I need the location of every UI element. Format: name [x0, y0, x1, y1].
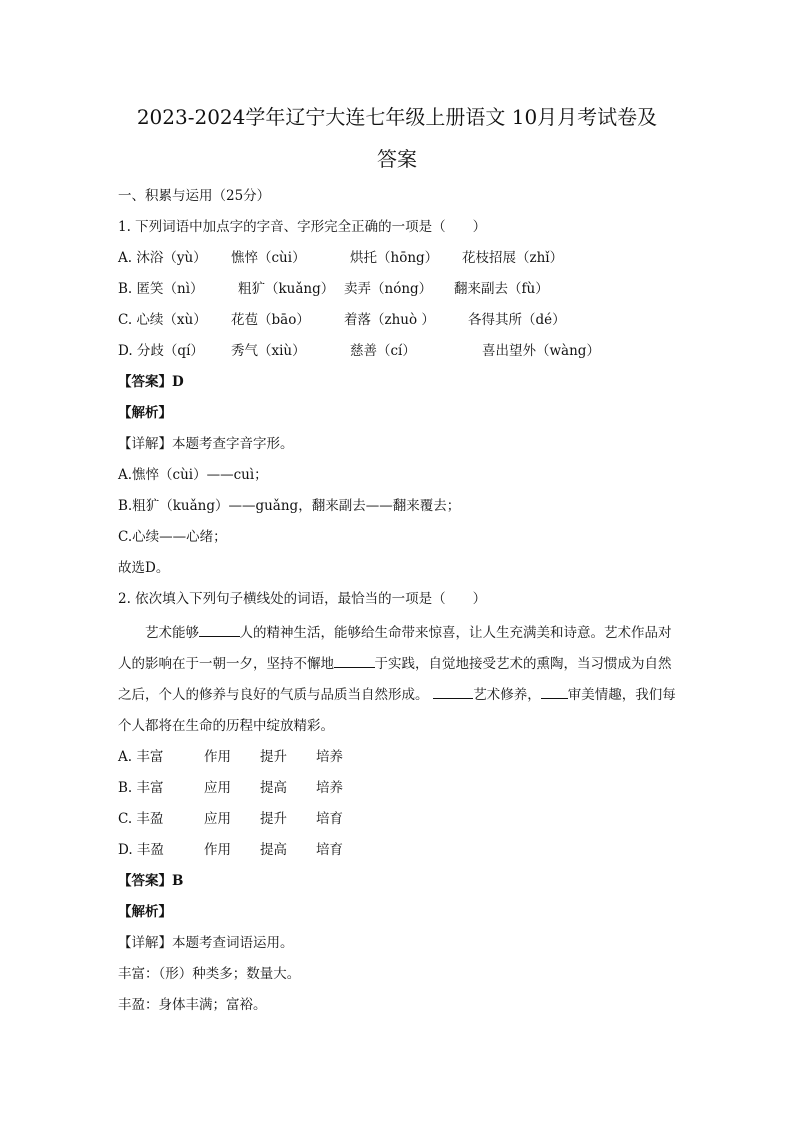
q1-option-b-word-4: 翻来副去（fù） — [454, 281, 549, 297]
q1-option-b-word-3: 卖弄（nóng） — [344, 281, 433, 297]
q2-passage — [118, 618, 678, 742]
q2-option-c-word-4: 培育 — [316, 811, 343, 827]
q1-note-a: A.憔悴（cùi）——cuì； — [118, 467, 268, 483]
q1-detail: 【详解】本题考查字音字形。 — [118, 436, 294, 452]
q2-option-c-word-3: 提升 — [260, 811, 287, 827]
section-heading: 一、积累与运用（25分） — [118, 188, 271, 204]
q2-option-c-word-2: 应用 — [204, 811, 231, 827]
q2-blank-4 — [541, 684, 568, 699]
q1-option-a-word-4: 花枝招展（zhǐ） — [462, 250, 564, 266]
q2-option-b-word-2: 应用 — [204, 780, 231, 796]
q2-detail: 【详解】本题考查词语运用。 — [118, 935, 294, 951]
q2-option-a-word-1: A. 丰富 — [118, 749, 164, 765]
q2-option-d-word-4: 培育 — [316, 842, 343, 858]
q1-option-b-word-2: 粗犷（kuǎng） — [238, 281, 335, 297]
q2-passage-part-5: 审美情趣，我们每个人都将在生命的历程中绽放精彩。 — [118, 687, 676, 734]
q1-option-c-word-1: C. 心续（xù） — [118, 312, 207, 328]
document-title-line-1: 2023-2024学年辽宁大连七年级上册语文 10月月考试卷及 — [136, 105, 658, 129]
q2-note-1: 丰富：（形）种类多；数量大。 — [118, 966, 301, 982]
q2-passage-part-1: 艺术能够 — [145, 625, 199, 641]
q2-option-c-word-1: C. 丰盈 — [118, 811, 164, 827]
q1-option-d-word-2: 秀气（xiù） — [231, 343, 306, 359]
q1-option-d-word-1: D. 分歧（qí） — [118, 343, 204, 359]
q2-blank-3 — [433, 684, 474, 699]
q1-note-c: C.心续——心绪； — [118, 529, 227, 545]
q1-option-a-word-1: A. 沐浴（yù） — [118, 250, 207, 266]
q2-blank-1 — [199, 622, 240, 637]
q1-option-c-word-2: 花苞（bāo） — [231, 312, 310, 328]
q1-option-d-word-3: 慈善（cí） — [350, 343, 416, 359]
q2-stem: 2. 依次填入下列句子横线处的词语，最恰当的一项是（ ） — [118, 591, 487, 607]
q2-option-a-word-4: 培养 — [316, 749, 343, 765]
q2-blank-2 — [334, 653, 375, 668]
q1-note-b: B.粗犷（kuǎng）——guǎng，翻来副去——翻来覆去； — [118, 498, 461, 514]
q1-stem: 1. 下列词语中加点字的字音、字形完全正确的一项是（ ） — [118, 219, 487, 235]
q2-option-d-word-1: D. 丰盈 — [118, 842, 164, 858]
q1-answer: 【答案】D — [118, 374, 184, 390]
q2-option-b-word-1: B. 丰富 — [118, 780, 164, 796]
q1-option-a-word-3: 烘托（hōng） — [350, 250, 439, 266]
q1-conclusion: 故选D。 — [118, 560, 170, 576]
q1-option-c-word-3: 着落（zhuò ） — [344, 312, 435, 328]
q1-option-a-word-2: 憔悴（cùi） — [231, 250, 306, 266]
q1-option-b-word-1: B. 匿笑（nì） — [118, 281, 204, 297]
q2-answer: 【答案】B — [118, 873, 184, 889]
q2-passage-part-2: 人的精神生活，能够给生命带来惊喜，让人生充满美和诗意。艺术作品对人的影响在于一朝一夕，坚持不懈地 — [118, 625, 672, 672]
q1-analysis-heading: 【解析】 — [118, 405, 172, 421]
q2-option-a-word-3: 提升 — [260, 749, 287, 765]
q2-option-b-word-4: 培养 — [316, 780, 343, 796]
q2-option-d-word-2: 作用 — [204, 842, 231, 858]
q2-option-a-word-2: 作用 — [204, 749, 231, 765]
q1-option-c-word-4: 各得其所（dé） — [468, 312, 566, 328]
q2-passage-part-3: 于实践，自觉地接受艺术的熏陶，当习惯成为自然之后，个人的修养与良好的气质与品质当自然形成。 — [118, 656, 672, 703]
q2-note-2: 丰盈：身体丰满；富裕。 — [118, 997, 267, 1013]
document-title-line-2: 答案 — [377, 147, 417, 171]
q2-passage-part-4: 艺术修养， — [473, 687, 541, 703]
q2-analysis-heading: 【解析】 — [118, 904, 172, 920]
q1-option-d-word-4: 喜出望外（wàng） — [482, 343, 600, 359]
q2-option-b-word-3: 提高 — [260, 780, 287, 796]
q2-option-d-word-3: 提高 — [260, 842, 287, 858]
